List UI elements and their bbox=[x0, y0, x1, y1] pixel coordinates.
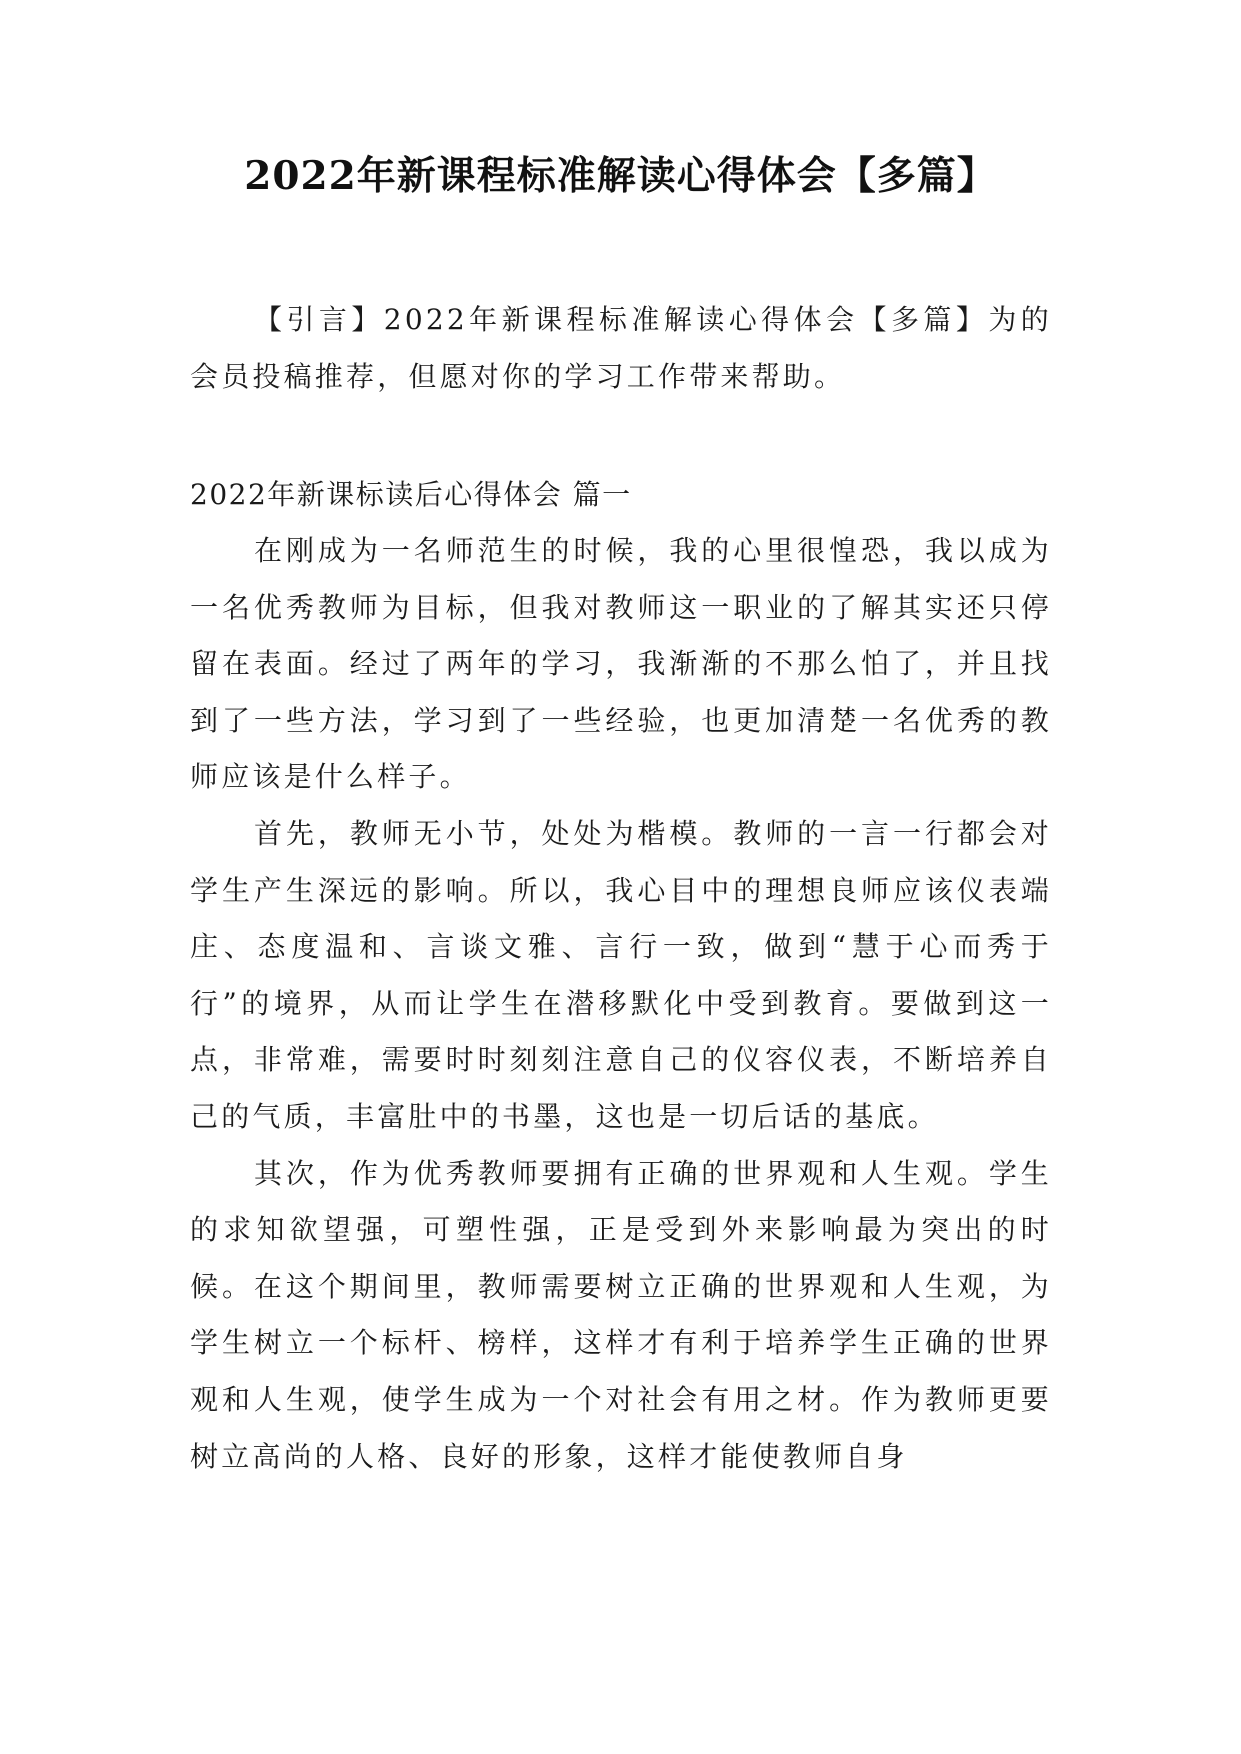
body-paragraph: 在刚成为一名师范生的时候，我的心里很惶恐，我以成为一名优秀教师为目标，但我对教师这一职业的了解其实还只停留在表面。经过了两年的学习，我渐渐的不那么怕了，并且找到了一些方法，学习到了一些经验，也更加清楚一名优秀的教师应该是什么样子。 bbox=[190, 534, 1052, 794]
intro-paragraph: 【引言】2022年新课程标准解读心得体会【多篇】为的会员投稿推荐，但愿对你的学习工作带来帮助。 bbox=[190, 303, 1052, 393]
document-title: 2022年新课程标准解读心得体会【多篇】 bbox=[244, 153, 997, 199]
body-paragraph: 其次，作为优秀教师要拥有正确的世界观和人生观。学生的求知欲望强，可塑性强，正是受到外来影响最为突出的时候。在这个期间里，教师需要树立正确的世界观和人生观，为学生树立一个标杆、榜样，这样才有利于培养学生正确的世界观和人生观，使学生成为一个对社会有用之材。作为教师更要树立高尚的人格、良好的形象，这样才能使教师自身 bbox=[190, 1156, 1052, 1473]
body-paragraph: 首先，教师无小节，处处为楷模。教师的一言一行都会对学生产生深远的影响。所以，我心目中的理想良师应该仪表端庄、态度温和、言谈文雅、言行一致，做到“慧于心而秀于行”的境界，从而让学生在潜移默化中受到教育。要做到这一点，非常难，需要时时刻刻注意自己的仪容仪表，不断培养自己的气质，丰富肚中的书墨，这也是一切后话的基底。 bbox=[190, 816, 1052, 1133]
section-heading: 2022年新课标读后心得体会 篇一 bbox=[190, 478, 632, 511]
section-body bbox=[190, 523, 1052, 1485]
